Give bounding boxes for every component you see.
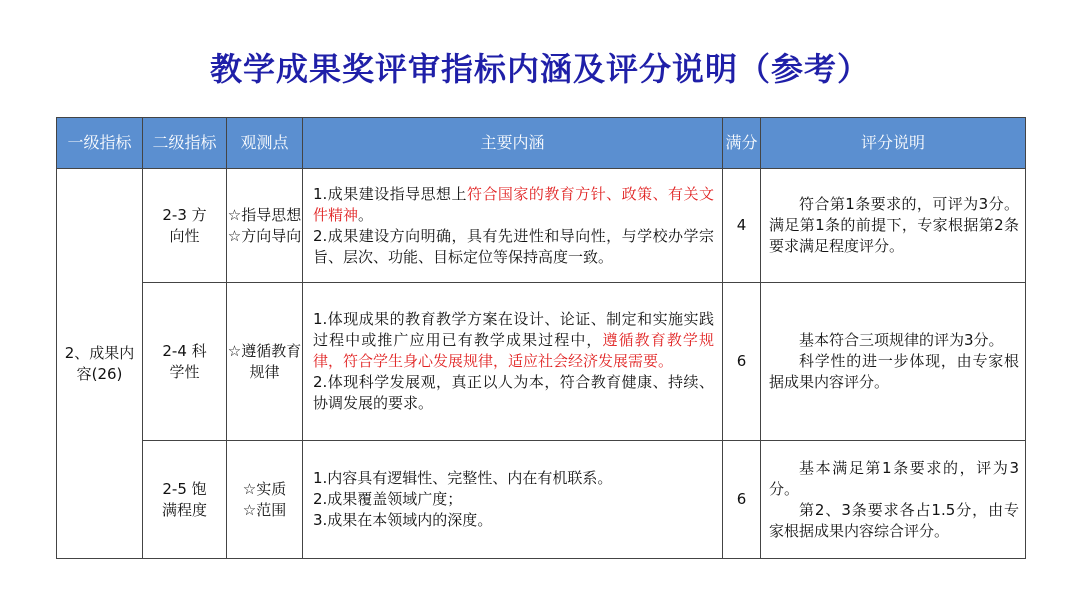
full-score-cell: 6 bbox=[723, 441, 761, 559]
content-item: 3.成果在本领域内的深度。 bbox=[313, 511, 493, 529]
header-full: 满分 bbox=[723, 118, 761, 169]
table-row bbox=[57, 283, 1026, 441]
content-item: 2.成果建设方向明确，具有先进性和导向性，与学校办学宗旨、层次、功能、目标定位等保持高度一致。 bbox=[313, 226, 714, 266]
table-header-row bbox=[57, 118, 1026, 169]
content-item: 2.体现科学发展观，真正以人为本，符合教育健康、持续、协调发展的要求。 bbox=[313, 373, 714, 412]
criteria-table bbox=[56, 117, 1026, 559]
scoring-cell bbox=[761, 169, 1026, 283]
observe-item: ☆指导思想 bbox=[227, 205, 302, 224]
header-scoring: 评分说明 bbox=[761, 118, 1026, 169]
scoring-item: 科学性的进一步体现，由专家根据成果内容评分。 bbox=[769, 352, 1019, 391]
level2-cell: 2-3 方向性 bbox=[143, 169, 227, 283]
full-score-cell: 4 bbox=[723, 169, 761, 283]
table-row bbox=[57, 169, 1026, 283]
scoring-item: 基本满足第1条要求的，评为3分。 bbox=[769, 458, 1019, 498]
observe-item: ☆遵循教育规律 bbox=[227, 341, 302, 381]
observe-item: ☆方向导向 bbox=[227, 226, 302, 245]
content-item: 1.体现成果的教育教学方案在设计、论证、制定和实施实践过程中或推广应用已有教学成果过程中，遵循教育教学规律，符合学生身心发展规律，适应社会经济发展需要。 bbox=[313, 310, 714, 370]
content-cell bbox=[303, 169, 723, 283]
scoring-cell bbox=[761, 441, 1026, 559]
header-level1: 一级指标 bbox=[57, 118, 143, 169]
level2-cell: 2-4 科学性 bbox=[143, 283, 227, 441]
observe-cell bbox=[227, 169, 303, 283]
content-item: 1.内容具有逻辑性、完整性、内在有机联系。 bbox=[313, 469, 613, 487]
content-cell bbox=[303, 441, 723, 559]
observe-item: ☆范围 bbox=[242, 500, 287, 519]
content-cell bbox=[303, 283, 723, 441]
page-title: 教学成果奖评审指标内涵及评分说明（参考） bbox=[209, 50, 870, 88]
observe-cell bbox=[227, 441, 303, 559]
scoring-cell bbox=[761, 283, 1026, 441]
observe-cell bbox=[227, 283, 303, 441]
table-row bbox=[57, 441, 1026, 559]
content-item: 2.成果覆盖领域广度； bbox=[313, 490, 463, 508]
scoring-item: 符合第1条要求的，可评为3分。满足第1条的前提下，专家根据第2条要求满足程度评分。 bbox=[769, 195, 1019, 255]
header-content: 主要内涵 bbox=[303, 118, 723, 169]
scoring-item: 第2、3条要求各占1.5分，由专家根据成果内容综合评分。 bbox=[769, 500, 1019, 540]
level2-cell: 2-5 饱满程度 bbox=[143, 441, 227, 559]
full-score-cell: 6 bbox=[723, 283, 761, 441]
scoring-item: 基本符合三项规律的评为3分。 bbox=[799, 331, 1004, 349]
level1-cell: 2、成果内容(26) bbox=[57, 169, 143, 559]
header-level2: 二级指标 bbox=[143, 118, 227, 169]
content-item: 1.成果建设指导思想上符合国家的教育方针、政策、有关文件精神。 bbox=[313, 184, 714, 224]
observe-item: ☆实质 bbox=[242, 479, 287, 498]
header-observe: 观测点 bbox=[227, 118, 303, 169]
